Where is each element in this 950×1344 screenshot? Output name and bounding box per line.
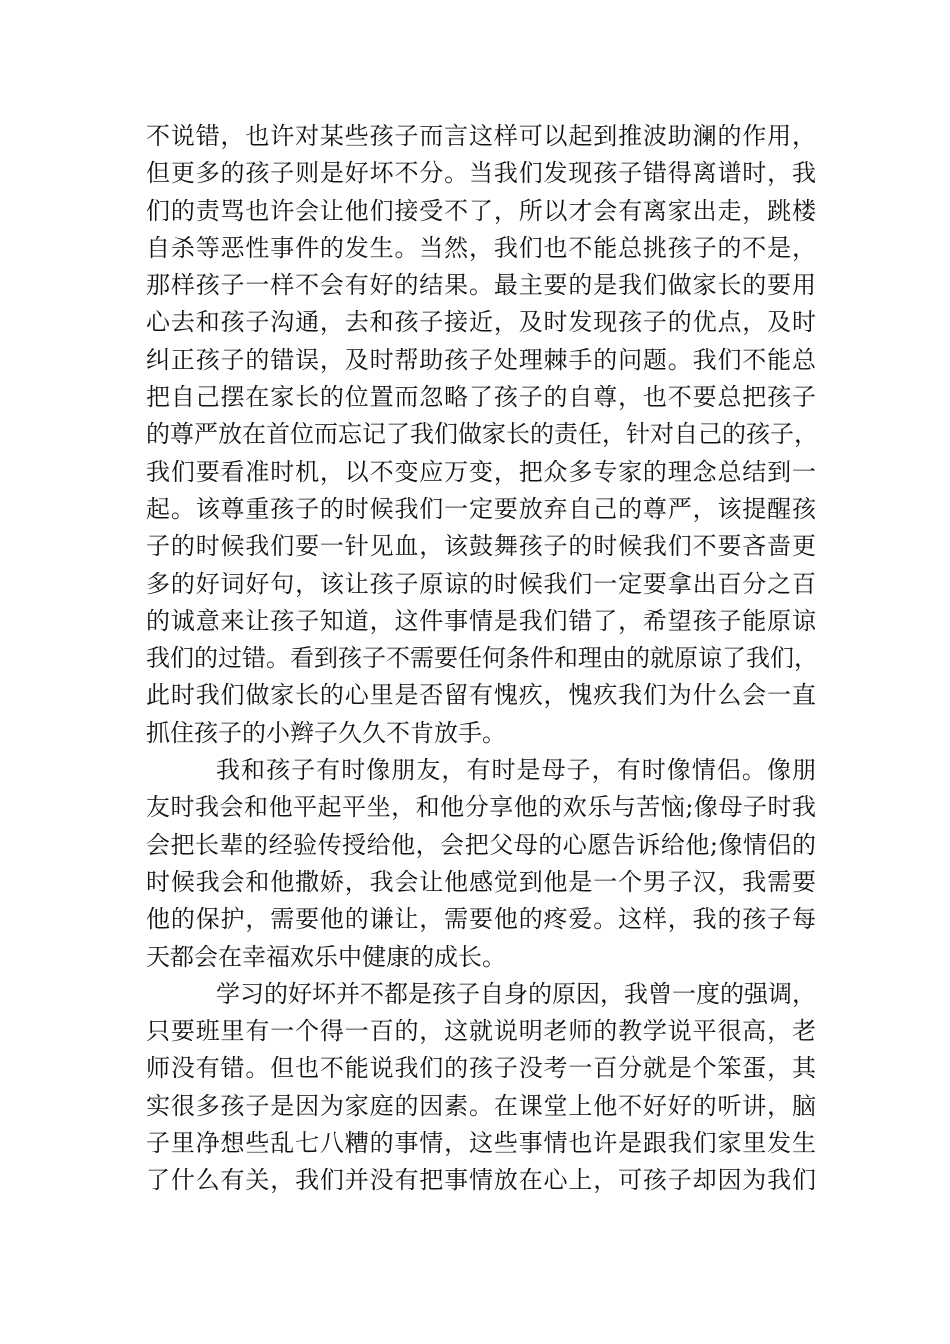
text-line: 只要班里有一个得一百的，这就说明老师的教学说平很高，老 bbox=[146, 1017, 816, 1046]
text-line: 抓住孩子的小辫子久久不肯放手。 bbox=[146, 718, 506, 747]
text-line: 天都会在幸福欢乐中健康的成长。 bbox=[146, 942, 506, 971]
text-line: 子里净想些乱七八糟的事情，这些事情也许是跟我们家里发生 bbox=[146, 1129, 816, 1158]
text-line: 实很多孩子是因为家庭的因素。在课堂上他不好好的听讲，脑 bbox=[146, 1091, 816, 1120]
body-text bbox=[146, 118, 816, 1200]
text-line: 不说错，也许对某些孩子而言这样可以起到推波助澜的作用， bbox=[146, 122, 816, 150]
text-line: 那样孩子一样不会有好的结果。最主要的是我们做家长的要用 bbox=[146, 271, 816, 300]
text-line: 把自己摆在家长的位置而忽略了孩子的自尊，也不要总把孩子 bbox=[146, 383, 816, 412]
text-line: 我们要看准时机，以不变应万变，把众多专家的理念总结到一 bbox=[146, 457, 816, 486]
text-line: 会把长辈的经验传授给他，会把父母的心愿告诉给他;像情侣的 bbox=[146, 830, 816, 859]
text-line: 了什么有关，我们并没有把事情放在心上，可孩子却因为我们 bbox=[146, 1166, 816, 1195]
text-line: 师没有错。但也不能说我们的孩子没考一百分就是个笨蛋，其 bbox=[146, 1054, 816, 1083]
text-line: 我们的过错。看到孩子不需要任何条件和理由的就原谅了我们， bbox=[146, 644, 818, 673]
text-line: 纠正孩子的错误，及时帮助孩子处理棘手的问题。我们不能总 bbox=[146, 345, 816, 374]
text-line: 此时我们做家长的心里是否留有愧疚，愧疚我们为什么会一直 bbox=[146, 681, 816, 710]
text-line-indented: 我和孩子有时像朋友，有时是母子，有时像情侣。像朋 bbox=[216, 756, 816, 785]
text-line: 友时我会和他平起平坐，和他分享他的欢乐与苦恼;像母子时我 bbox=[146, 793, 816, 822]
text-line: 他的保护，需要他的谦让，需要他的疼爱。这样，我的孩子每 bbox=[146, 905, 816, 934]
text-line: 们的责骂也许会让他们接受不了，所以才会有离家出走，跳楼 bbox=[146, 196, 816, 225]
text-line: 的诚意来让孩子知道，这件事情是我们错了，希望孩子能原谅 bbox=[146, 606, 816, 635]
text-line: 起。该尊重孩子的时候我们一定要放弃自己的尊严，该提醒孩 bbox=[146, 494, 816, 523]
text-line: 多的好词好句，该让孩子原谅的时候我们一定要拿出百分之百 bbox=[146, 569, 816, 598]
text-line-indented: 学习的好坏并不都是孩子自身的原因，我曾一度的强调， bbox=[216, 979, 816, 1008]
text-line: 的尊严放在首位而忘记了我们做家长的责任，针对自己的孩子， bbox=[146, 420, 818, 449]
text-line: 心去和孩子沟通，去和孩子接近，及时发现孩子的优点，及时 bbox=[146, 308, 816, 337]
text-line: 时候我会和他撒娇，我会让他感觉到他是一个男子汉，我需要 bbox=[146, 867, 816, 896]
text-line: 自杀等恶性事件的发生。当然，我们也不能总挑孩子的不是， bbox=[146, 233, 816, 262]
text-line: 但更多的孩子则是好坏不分。当我们发现孩子错得离谱时，我 bbox=[146, 159, 816, 188]
text-line: 子的时候我们要一针见血，该鼓舞孩子的时候我们不要吝啬更 bbox=[146, 532, 816, 561]
